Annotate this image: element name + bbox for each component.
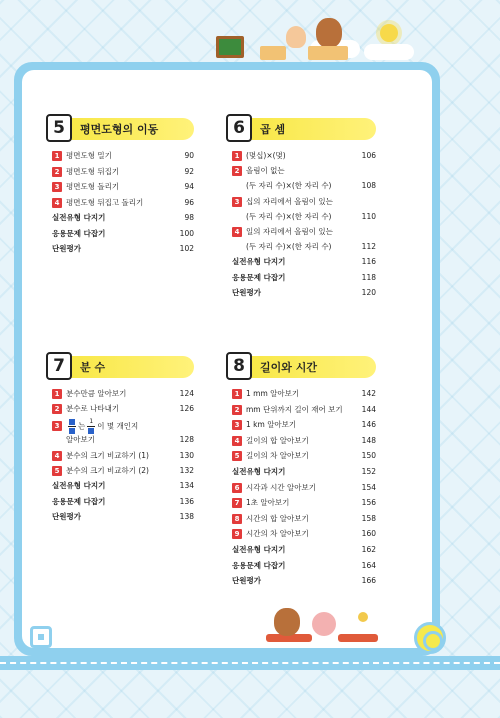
item-title: 1 km 알아보기 bbox=[246, 420, 297, 430]
toc-row[interactable] bbox=[52, 419, 194, 431]
item-title: 평면도형 뒤집기 bbox=[66, 166, 120, 176]
item-title: 시각과 시간 알아보기 bbox=[246, 482, 316, 492]
item-number-badge: 3 bbox=[52, 182, 62, 192]
page-number: 160 bbox=[361, 529, 376, 539]
item-title: 십의 자리에서 올림이 있는 bbox=[246, 196, 333, 206]
page-number: 162 bbox=[361, 545, 376, 554]
item-title: 1 mm 알아보기 bbox=[246, 389, 300, 398]
cat-character-icon bbox=[286, 26, 306, 48]
page-number: 142 bbox=[361, 389, 376, 398]
section-title: 곱 셈 bbox=[260, 123, 286, 136]
item-title: 알아보기 bbox=[66, 435, 95, 445]
toc-row[interactable] bbox=[232, 575, 376, 587]
page-number: 102 bbox=[179, 244, 194, 253]
section-number: 6 bbox=[226, 114, 252, 142]
toc-row[interactable] bbox=[232, 528, 376, 540]
toc-row[interactable] bbox=[52, 450, 194, 462]
item-title: 분수의 크기 비교하기 (2) bbox=[66, 466, 149, 475]
section-header bbox=[232, 118, 376, 140]
item-title: 실전유형 다지기 bbox=[232, 545, 286, 554]
corner-square-icon bbox=[30, 626, 52, 648]
desk-icon-2 bbox=[308, 46, 348, 60]
item-title: 일의 자리에서 올림이 있는 bbox=[246, 227, 333, 236]
page-number: 96 bbox=[184, 197, 194, 207]
item-number-badge: 5 bbox=[232, 451, 242, 461]
sun-icon bbox=[380, 24, 398, 42]
item-title: (몇십)×(몇) bbox=[246, 151, 286, 160]
bottom-decoration bbox=[262, 604, 392, 654]
item-number-badge: 1 bbox=[52, 389, 62, 399]
toc-row[interactable] bbox=[232, 241, 376, 253]
page-number: 136 bbox=[179, 496, 194, 506]
section-header bbox=[232, 356, 376, 378]
item-number-badge: 1 bbox=[232, 151, 242, 161]
section-6 bbox=[232, 118, 376, 298]
item-number-badge: 2 bbox=[232, 166, 242, 176]
item-title: 시간의 합 알아보기 bbox=[246, 513, 309, 523]
page-number: 150 bbox=[361, 451, 376, 461]
item-title: 응용문제 다잡기 bbox=[232, 272, 286, 282]
flower-icon bbox=[358, 612, 368, 622]
toc-row[interactable] bbox=[232, 165, 376, 177]
page-number: 134 bbox=[179, 481, 194, 491]
item-title: 이 몇 개인지 bbox=[97, 421, 139, 431]
toc-row[interactable] bbox=[232, 388, 376, 400]
item-number-badge: 6 bbox=[232, 483, 242, 493]
page-number: 132 bbox=[179, 466, 194, 475]
page-number: 126 bbox=[179, 404, 194, 414]
item-number-badge: 2 bbox=[52, 404, 62, 414]
page-number: 120 bbox=[361, 287, 376, 297]
page-number: 148 bbox=[361, 435, 376, 445]
toc-row[interactable] bbox=[232, 466, 376, 478]
item-title: 평면도형 밀기 bbox=[66, 151, 112, 160]
page-number: 90 bbox=[184, 151, 194, 160]
desk-icon bbox=[260, 46, 286, 60]
item-title: 단원평가 bbox=[52, 244, 81, 253]
item-title: (두 자리 수)×(한 자리 수) bbox=[246, 181, 332, 191]
item-title: 분수만큼 알아보기 bbox=[66, 389, 127, 398]
item-number-badge: 4 bbox=[52, 451, 62, 461]
toc-row[interactable] bbox=[52, 480, 194, 492]
toc-row[interactable] bbox=[52, 212, 194, 224]
item-title: 단원평가 bbox=[232, 287, 261, 297]
page-number: 118 bbox=[361, 272, 376, 282]
page-number: 138 bbox=[179, 512, 194, 522]
spiral-icon bbox=[414, 622, 446, 654]
bear-character-icon-2 bbox=[274, 608, 300, 636]
page-number: 154 bbox=[361, 482, 376, 492]
fraction-whole-icon bbox=[68, 419, 76, 434]
chalkboard-icon bbox=[216, 36, 244, 58]
item-title: 길이의 합 알아보기 bbox=[246, 435, 309, 445]
item-title: 실전유형 다지기 bbox=[232, 257, 286, 267]
item-number-badge: 4 bbox=[232, 227, 242, 237]
page-number: 92 bbox=[184, 166, 194, 176]
bench-icon-2 bbox=[338, 634, 378, 642]
toc-row[interactable] bbox=[232, 287, 376, 299]
toc-row[interactable] bbox=[232, 482, 376, 494]
page-number: 130 bbox=[179, 450, 194, 460]
section-header bbox=[52, 118, 194, 140]
item-title: 분수의 크기 비교하기 (1) bbox=[66, 450, 149, 460]
toc-row[interactable] bbox=[52, 166, 194, 178]
toc-row[interactable] bbox=[232, 435, 376, 447]
toc-row[interactable] bbox=[232, 180, 376, 192]
item-number-badge: 4 bbox=[232, 436, 242, 446]
toc-row[interactable] bbox=[232, 404, 376, 416]
toc-row[interactable] bbox=[232, 150, 376, 162]
toc-row[interactable] bbox=[52, 403, 194, 415]
toc-row[interactable] bbox=[52, 150, 194, 162]
section-number: 5 bbox=[46, 114, 72, 142]
page-number: 116 bbox=[361, 257, 376, 267]
toc-row[interactable] bbox=[232, 211, 376, 223]
item-title: 응용문제 다잡기 bbox=[52, 496, 106, 506]
item-title: 올림이 없는 bbox=[246, 166, 285, 176]
toc-row[interactable] bbox=[232, 256, 376, 268]
section-number: 8 bbox=[226, 352, 252, 380]
page-number: 106 bbox=[361, 151, 376, 160]
page-number: 166 bbox=[361, 576, 376, 586]
page-number: 94 bbox=[184, 182, 194, 191]
section-number: 7 bbox=[46, 352, 72, 380]
page-number: 100 bbox=[179, 228, 194, 238]
page-number: 112 bbox=[361, 242, 376, 252]
item-title: (두 자리 수)×(한 자리 수) bbox=[246, 242, 332, 252]
fraction-unit-icon bbox=[87, 419, 95, 434]
item-title: 평면도형 뒤집고 돌리기 bbox=[66, 197, 144, 207]
item-number-badge: 8 bbox=[232, 514, 242, 524]
item-title: mm 단위까지 길이 재어 보기 bbox=[246, 404, 343, 414]
toc-row[interactable] bbox=[52, 243, 194, 255]
item-title: 실전유형 다지기 bbox=[52, 481, 106, 491]
toc-row[interactable] bbox=[232, 544, 376, 556]
item-title: 평면도형 돌리기 bbox=[66, 182, 120, 191]
item-title: 길이의 차 알아보기 bbox=[246, 451, 309, 461]
toc-row[interactable] bbox=[52, 496, 194, 508]
toc-row[interactable] bbox=[232, 226, 376, 238]
item-number-badge: 3 bbox=[232, 420, 242, 430]
section-title: 분 수 bbox=[80, 361, 106, 374]
page-number: 124 bbox=[179, 389, 194, 398]
item-title: 응용문제 다잡기 bbox=[52, 228, 106, 238]
item-number-badge: 1 bbox=[52, 151, 62, 161]
toc-row[interactable] bbox=[232, 419, 376, 431]
page-number: 146 bbox=[361, 420, 376, 430]
page-number: 144 bbox=[361, 404, 376, 414]
page-number: 108 bbox=[361, 181, 376, 191]
item-title: 응용문제 다잡기 bbox=[232, 560, 286, 570]
toc-row[interactable] bbox=[232, 497, 376, 509]
item-title: (두 자리 수)×(한 자리 수) bbox=[246, 211, 332, 221]
fraction-prefix: 는 bbox=[78, 421, 86, 431]
page-number: 152 bbox=[361, 467, 376, 476]
section-title: 길이와 시간 bbox=[260, 361, 317, 374]
item-number-badge: 1 bbox=[232, 389, 242, 399]
toc-row[interactable] bbox=[232, 560, 376, 572]
item-number-badge: 2 bbox=[232, 405, 242, 415]
item-number-badge: 7 bbox=[232, 498, 242, 508]
section-header bbox=[52, 356, 194, 378]
item-number-badge: 3 bbox=[52, 421, 62, 431]
item-title: 시간의 차 알아보기 bbox=[246, 529, 309, 539]
fraction-denominator-square-icon bbox=[88, 428, 94, 434]
cloud-icon bbox=[364, 44, 414, 60]
toc-row[interactable] bbox=[232, 450, 376, 462]
item-title: 실전유형 다지기 bbox=[232, 467, 286, 476]
page-number: 156 bbox=[361, 498, 376, 508]
toc-row[interactable] bbox=[232, 272, 376, 284]
toc-row[interactable] bbox=[52, 388, 194, 400]
section-5 bbox=[52, 118, 194, 253]
toc-row[interactable] bbox=[52, 181, 194, 193]
toc-row[interactable] bbox=[52, 511, 194, 523]
page-number: 98 bbox=[184, 213, 194, 222]
toc-row[interactable] bbox=[232, 196, 376, 208]
toc-row[interactable] bbox=[52, 465, 194, 477]
item-title: 분수로 나타내기 bbox=[66, 404, 120, 414]
item-number-badge: 9 bbox=[232, 529, 242, 539]
item-number-badge: 2 bbox=[52, 167, 62, 177]
toc-row[interactable] bbox=[52, 228, 194, 240]
item-title: 단원평가 bbox=[52, 512, 81, 522]
bear-character-icon bbox=[316, 18, 342, 48]
toc-row[interactable] bbox=[52, 434, 194, 446]
bottom-road bbox=[0, 656, 500, 670]
item-title: 단원평가 bbox=[232, 576, 261, 586]
top-decoration bbox=[200, 14, 420, 64]
fraction-numerator: 1 bbox=[89, 417, 94, 425]
pig-character-icon bbox=[312, 612, 336, 636]
section-title: 평면도형의 이동 bbox=[80, 123, 159, 136]
page-number: 158 bbox=[361, 513, 376, 523]
section-7 bbox=[52, 356, 194, 526]
section-8 bbox=[232, 356, 376, 586]
toc-row[interactable] bbox=[232, 513, 376, 525]
page-number: 128 bbox=[179, 435, 194, 445]
item-number-badge: 4 bbox=[52, 198, 62, 208]
item-title: 실전유형 다지기 bbox=[52, 213, 106, 222]
item-title: 1초 알아보기 bbox=[246, 498, 290, 508]
page-number: 110 bbox=[361, 211, 376, 221]
item-number-badge: 3 bbox=[232, 197, 242, 207]
toc-row[interactable] bbox=[52, 197, 194, 209]
item-number-badge: 5 bbox=[52, 466, 62, 476]
page-number: 164 bbox=[361, 560, 376, 570]
